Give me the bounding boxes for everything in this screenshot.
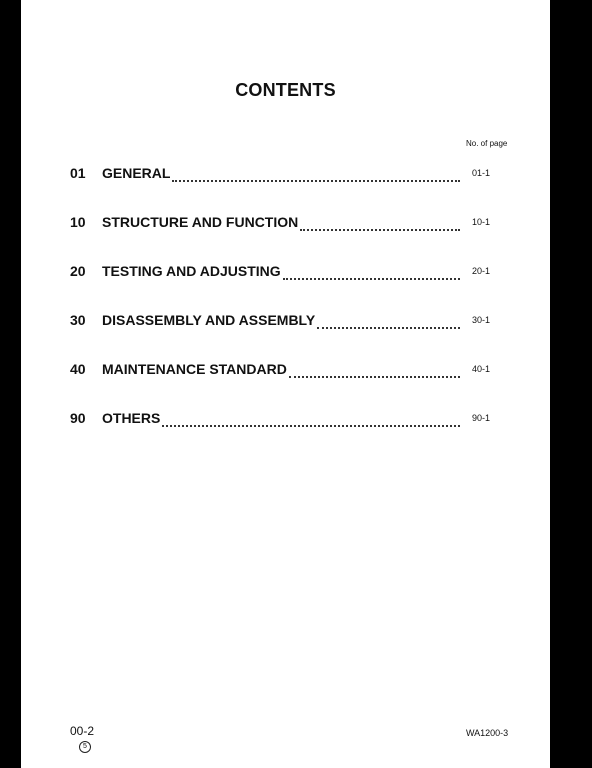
toc-entry-number: 30 (70, 311, 86, 328)
toc-entry[interactable] (70, 148, 510, 197)
toc-entry-number: 90 (70, 410, 86, 426)
toc-entry-page: 01-1 (472, 167, 491, 178)
toc-entry[interactable] (70, 393, 510, 443)
toc-entry-number: 10 (70, 213, 86, 230)
toc-entry-number: 01 (70, 164, 86, 181)
toc-entry[interactable] (70, 246, 510, 295)
toc-entry-page: 40-1 (472, 363, 491, 374)
document-page (21, 0, 550, 768)
revision-mark: 5 (79, 741, 91, 753)
toc-entry[interactable] (70, 295, 510, 344)
toc-entry[interactable] (70, 197, 510, 246)
toc-entry-title: STRUCTURE AND FUNCTION (102, 213, 299, 230)
toc-entry-number: 40 (70, 360, 86, 377)
dot-leader (283, 268, 460, 280)
toc-entry-title: OTHERS (102, 410, 161, 426)
toc-list (70, 148, 510, 443)
toc-entry-title: TESTING AND ADJUSTING (102, 262, 281, 279)
dot-leader (289, 366, 460, 378)
dot-leader (172, 170, 460, 182)
page-column-header: No. of page (466, 139, 508, 148)
toc-entry-page: 30-1 (472, 314, 491, 325)
toc-entry[interactable] (70, 344, 510, 393)
footer-page-number: 00-2 (70, 724, 95, 738)
toc-entry-title: DISASSEMBLY AND ASSEMBLY (102, 311, 316, 328)
toc-entry-page: 20-1 (472, 265, 491, 276)
toc-entry-page: 90-1 (472, 413, 491, 423)
dot-leader (317, 317, 460, 329)
toc-entry-number: 20 (70, 262, 86, 279)
toc-entry-title: GENERAL (102, 164, 171, 181)
toc-entry-title: MAINTENANCE STANDARD (102, 360, 287, 377)
page-title: CONTENTS (235, 80, 336, 100)
footer-model: WA1200-3 (466, 728, 509, 738)
dot-leader (300, 219, 460, 231)
dot-leader (162, 415, 460, 427)
toc-entry-page: 10-1 (472, 216, 491, 227)
